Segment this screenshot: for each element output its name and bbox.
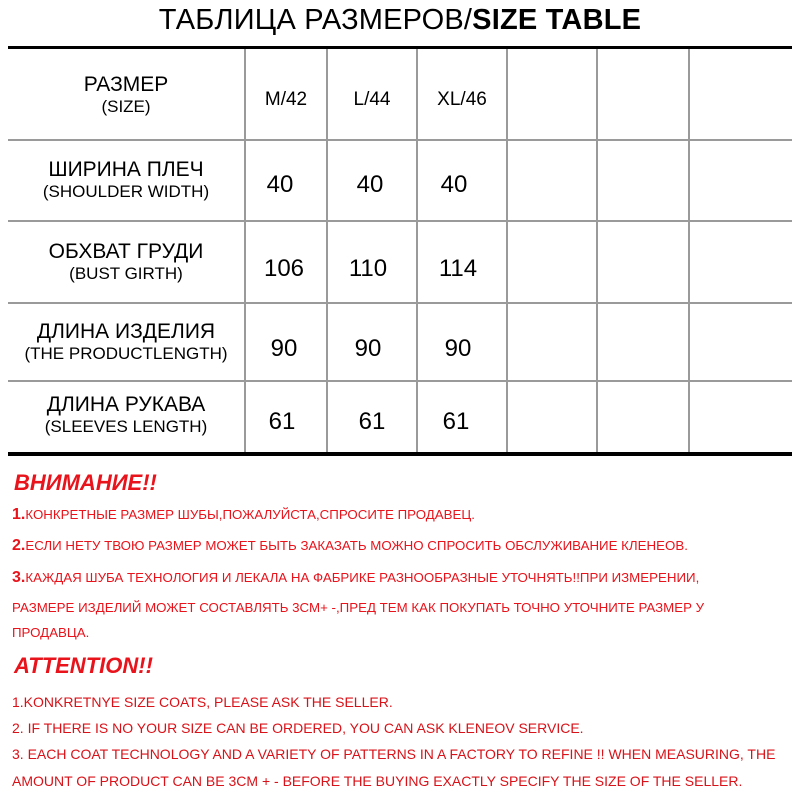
- title-en: SIZE TABLE: [472, 4, 642, 36]
- value-cell: 61: [442, 408, 470, 435]
- size-cell: M/42: [264, 89, 308, 110]
- size-cell: XL/46: [437, 89, 487, 110]
- notice-heading-en: ATTENTION!!: [14, 653, 153, 678]
- value-cell: 61: [358, 408, 386, 435]
- value-cell: 40: [356, 171, 384, 198]
- notice-ru-line: 3.КАЖДАЯ ШУБА ТЕХНОЛОГИЯ И ЛЕКАЛА НА ФАБРИКЕ РАЗНООБРАЗНЫЕ УТОЧНЯТЬ!!ПРИ ИЗМЕРЕНИИ,: [12, 569, 700, 586]
- grid-vline: [506, 49, 508, 452]
- table-bottom-rule: [8, 452, 792, 456]
- grid-vline: [596, 49, 598, 452]
- page-title: [0, 4, 800, 37]
- grid-vline: [688, 49, 690, 452]
- row-label-bust-girth: ОБХВАТ ГРУДИ (BUST GIRTH): [48, 240, 204, 283]
- grid-hline: [8, 220, 792, 222]
- table-top-rule: [8, 46, 792, 49]
- grid-hline: [8, 139, 792, 141]
- value-cell: 110: [348, 255, 388, 282]
- value-cell: 114: [438, 255, 478, 282]
- size-cell: L/44: [353, 89, 391, 110]
- title-ru: ТАБЛИЦА РАЗМЕРОВ/: [158, 4, 473, 36]
- row-label-product-length: ДЛИНА ИЗДЕЛИЯ (THE PRODUCTLENGTH): [24, 320, 228, 363]
- value-cell: 90: [444, 335, 472, 362]
- row-label-shoulder-width: ШИРИНА ПЛЕЧ (SHOULDER WIDTH): [42, 158, 210, 201]
- value-cell: 61: [268, 408, 296, 435]
- notice-en-line: AMOUNT OF PRODUCT CAN BE 3CM + - BEFORE THE BUYING EXACTLY SPECIFY THE SIZE OF THE SELLER.: [12, 773, 743, 789]
- notice-ru-line: 1.КОНКРЕТНЫЕ РАЗМЕР ШУБЫ,ПОЖАЛУЙСТА,СПРОСИТЕ ПРОДАВЕЦ.: [12, 506, 475, 523]
- notice-ru-line: ПРОДАВЦА.: [12, 625, 90, 640]
- value-cell: 40: [440, 171, 468, 198]
- grid-hline: [8, 380, 792, 382]
- value-cell: 40: [266, 171, 294, 198]
- row-label-sleeves-length: ДЛИНА РУКАВА (SLEEVES LENGTH): [44, 393, 208, 436]
- value-cell: 90: [270, 335, 298, 362]
- notice-ru-line: 2.ЕСЛИ НЕТУ ТВОЮ РАЗМЕР МОЖЕТ БЫТЬ ЗАКАЗАТЬ МОЖНО СПРОСИТЬ ОБСЛУЖИВАНИЕ КЛЕНЕОВ.: [12, 537, 688, 554]
- grid-hline: [8, 302, 792, 304]
- value-cell: 106: [263, 255, 305, 282]
- notice-en-line: 2. IF THERE IS NO YOUR SIZE CAN BE ORDERED, YOU CAN ASK KLENEOV SERVICE.: [12, 720, 584, 736]
- row-label-size: РАЗМЕР (SIZE): [83, 73, 169, 116]
- notice-heading-ru: ВНИМАНИЕ!!: [14, 470, 157, 495]
- notice-ru-line: РАЗМЕРЕ ИЗДЕЛИЙ МОЖЕТ СОСТАВЛЯТЬ 3СМ+ -,ПРЕД ТЕМ КАК ПОКУПАТЬ ТОЧНО УТОЧНИТЕ РАЗМЕР У: [12, 600, 705, 615]
- notice-en-line: 3. EACH COAT TECHNOLOGY AND A VARIETY OF PATTERNS IN A FACTORY TO REFINE !! WHEN MEASURING, THE: [12, 746, 776, 762]
- value-cell: 90: [354, 335, 382, 362]
- notice-en-line: 1.KONKRETNYE SIZE COATS, PLEASE ASK THE SELLER.: [12, 694, 393, 710]
